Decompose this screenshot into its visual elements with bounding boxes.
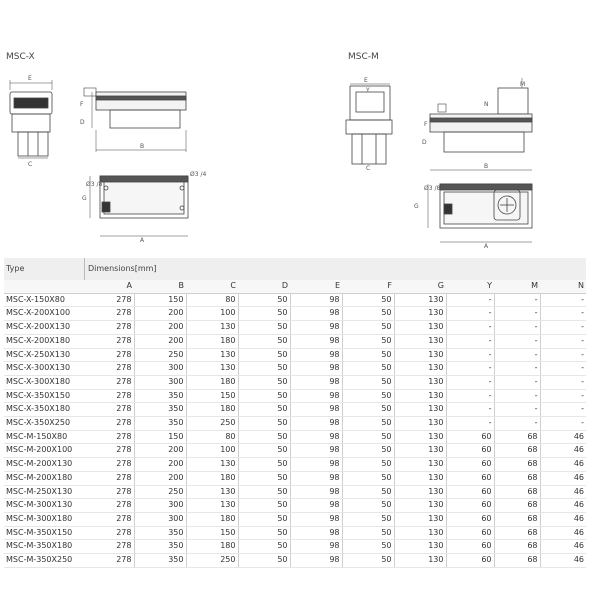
value-cell: 46 xyxy=(540,554,586,568)
value-cell: 278 xyxy=(82,458,134,472)
column-header-d: D xyxy=(238,280,290,293)
value-cell: 50 xyxy=(238,348,290,362)
value-cell: 50 xyxy=(342,293,394,307)
value-cell: 200 xyxy=(134,471,186,485)
table-row xyxy=(4,417,586,431)
value-cell: 68 xyxy=(494,485,540,499)
type-cell: MSC-M-200X100 xyxy=(4,444,82,458)
right-dim-g: G xyxy=(414,203,419,210)
value-cell: - xyxy=(494,375,540,389)
value-cell: - xyxy=(540,334,586,348)
value-cell: 300 xyxy=(134,362,186,376)
value-cell: - xyxy=(494,362,540,376)
value-cell: 250 xyxy=(186,417,238,431)
value-cell: 50 xyxy=(238,293,290,307)
type-cell: MSC-X-300X130 xyxy=(4,362,82,376)
value-cell: 50 xyxy=(342,458,394,472)
value-cell: 350 xyxy=(134,526,186,540)
value-cell: 80 xyxy=(186,293,238,307)
value-cell: 130 xyxy=(394,321,446,335)
type-cell: MSC-X-250X130 xyxy=(4,348,82,362)
column-header-f: F xyxy=(342,280,394,293)
type-cell: MSC-X-300X180 xyxy=(4,375,82,389)
value-cell: 50 xyxy=(238,499,290,513)
column-header-g: G xyxy=(394,280,446,293)
value-cell: 300 xyxy=(134,499,186,513)
left-hole-label-2: Ø3 /4 xyxy=(190,171,207,178)
table-body xyxy=(4,293,586,567)
value-cell: 60 xyxy=(446,512,494,526)
value-cell: 60 xyxy=(446,458,494,472)
value-cell: - xyxy=(446,307,494,321)
value-cell: 98 xyxy=(290,307,342,321)
type-cell: MSC-M-200X180 xyxy=(4,471,82,485)
value-cell: 46 xyxy=(540,444,586,458)
table-row xyxy=(4,348,586,362)
value-cell: - xyxy=(446,375,494,389)
value-cell: 68 xyxy=(494,430,540,444)
value-cell: 60 xyxy=(446,485,494,499)
value-cell: 50 xyxy=(342,540,394,554)
value-cell: 200 xyxy=(134,334,186,348)
value-cell: 50 xyxy=(238,389,290,403)
value-cell: 278 xyxy=(82,389,134,403)
value-cell: 98 xyxy=(290,293,342,307)
type-cell: MSC-M-200X130 xyxy=(4,458,82,472)
value-cell: 150 xyxy=(186,526,238,540)
table-header-band xyxy=(4,258,586,280)
value-cell: 50 xyxy=(342,554,394,568)
type-header: Type xyxy=(6,264,25,273)
type-cell: MSC-X-200X100 xyxy=(4,307,82,321)
right-dim-d: D xyxy=(422,139,427,146)
value-cell: 50 xyxy=(342,375,394,389)
table-row xyxy=(4,430,586,444)
type-cell: MSC-X-200X180 xyxy=(4,334,82,348)
value-cell: 68 xyxy=(494,554,540,568)
value-cell: - xyxy=(494,307,540,321)
value-cell: 350 xyxy=(134,554,186,568)
type-cell: MSC-X-150X80 xyxy=(4,293,82,307)
value-cell: 98 xyxy=(290,471,342,485)
value-cell: 50 xyxy=(342,417,394,431)
dimensions-header: Dimensions[mm] xyxy=(88,264,157,273)
value-cell: 50 xyxy=(238,471,290,485)
table-row xyxy=(4,471,586,485)
value-cell: - xyxy=(540,403,586,417)
table-row xyxy=(4,334,586,348)
value-cell: 278 xyxy=(82,526,134,540)
table-row xyxy=(4,499,586,513)
value-cell: 150 xyxy=(134,430,186,444)
value-cell: 50 xyxy=(238,307,290,321)
value-cell: 130 xyxy=(394,403,446,417)
value-cell: 130 xyxy=(394,375,446,389)
value-cell: 350 xyxy=(134,403,186,417)
value-cell: 278 xyxy=(82,307,134,321)
value-cell: 50 xyxy=(342,499,394,513)
column-header-a: A xyxy=(82,280,134,293)
left-dim-f: F xyxy=(80,101,84,108)
value-cell: 130 xyxy=(394,444,446,458)
msc-m-side-view xyxy=(430,78,532,170)
value-cell: 278 xyxy=(82,499,134,513)
value-cell: 278 xyxy=(82,375,134,389)
value-cell: 130 xyxy=(394,485,446,499)
value-cell: 50 xyxy=(238,485,290,499)
left-hole-label-1: Ø3 /8 xyxy=(86,181,103,188)
value-cell: 250 xyxy=(134,485,186,499)
value-cell: 180 xyxy=(186,375,238,389)
table-row xyxy=(4,554,586,568)
value-cell: 98 xyxy=(290,375,342,389)
value-cell: 68 xyxy=(494,444,540,458)
type-cell: MSC-M-350X180 xyxy=(4,540,82,554)
value-cell: 68 xyxy=(494,499,540,513)
value-cell: 278 xyxy=(82,334,134,348)
dimensions-grid xyxy=(4,280,586,568)
value-cell: 68 xyxy=(494,458,540,472)
value-cell: 278 xyxy=(82,362,134,376)
value-cell: 130 xyxy=(186,362,238,376)
value-cell: 50 xyxy=(238,334,290,348)
value-cell: 98 xyxy=(290,417,342,431)
right-dim-f: F xyxy=(424,121,428,128)
value-cell: 46 xyxy=(540,540,586,554)
table-row xyxy=(4,403,586,417)
value-cell: 68 xyxy=(494,526,540,540)
type-cell: MSC-M-300X180 xyxy=(4,512,82,526)
value-cell: 350 xyxy=(134,389,186,403)
value-cell: 98 xyxy=(290,321,342,335)
left-dim-d: D xyxy=(80,119,85,126)
table-row xyxy=(4,458,586,472)
value-cell: 278 xyxy=(82,293,134,307)
value-cell: 180 xyxy=(186,471,238,485)
right-dim-m: M xyxy=(520,81,526,88)
value-cell: 180 xyxy=(186,403,238,417)
value-cell: - xyxy=(446,321,494,335)
value-cell: 98 xyxy=(290,512,342,526)
value-cell: 130 xyxy=(394,526,446,540)
value-cell: 50 xyxy=(238,417,290,431)
value-cell: 50 xyxy=(238,526,290,540)
value-cell: 350 xyxy=(134,540,186,554)
value-cell: 278 xyxy=(82,348,134,362)
type-cell: MSC-M-350X250 xyxy=(4,554,82,568)
value-cell: 46 xyxy=(540,526,586,540)
right-dim-y: Y xyxy=(366,87,370,94)
column-header-row xyxy=(4,280,586,293)
table-row xyxy=(4,485,586,499)
value-cell: 50 xyxy=(342,334,394,348)
value-cell: 278 xyxy=(82,471,134,485)
type-cell: MSC-X-200X130 xyxy=(4,321,82,335)
value-cell: 278 xyxy=(82,321,134,335)
type-cell: MSC-M-350X150 xyxy=(4,526,82,540)
value-cell: 50 xyxy=(342,512,394,526)
value-cell: - xyxy=(446,293,494,307)
value-cell: 98 xyxy=(290,403,342,417)
value-cell: - xyxy=(540,321,586,335)
column-header-b: B xyxy=(134,280,186,293)
value-cell: 130 xyxy=(394,471,446,485)
value-cell: - xyxy=(446,403,494,417)
value-cell: - xyxy=(446,348,494,362)
value-cell: 50 xyxy=(238,321,290,335)
value-cell: 130 xyxy=(186,348,238,362)
value-cell: 130 xyxy=(394,540,446,554)
type-cell: MSC-M-300X130 xyxy=(4,499,82,513)
type-cell: MSC-X-350X180 xyxy=(4,403,82,417)
value-cell: 200 xyxy=(134,321,186,335)
value-cell: - xyxy=(494,389,540,403)
value-cell: 200 xyxy=(134,307,186,321)
technical-drawings xyxy=(0,0,600,258)
value-cell: 46 xyxy=(540,430,586,444)
msc-x-side-view xyxy=(84,88,186,152)
type-cell: MSC-X-350X250 xyxy=(4,417,82,431)
value-cell: 130 xyxy=(394,417,446,431)
value-cell: 300 xyxy=(134,512,186,526)
msc-m-top-view xyxy=(428,184,532,242)
value-cell: 50 xyxy=(238,375,290,389)
value-cell: 250 xyxy=(186,554,238,568)
value-cell: 50 xyxy=(342,348,394,362)
value-cell: 98 xyxy=(290,485,342,499)
value-cell: 130 xyxy=(394,389,446,403)
value-cell: 50 xyxy=(342,485,394,499)
column-header-n: N xyxy=(540,280,586,293)
value-cell: 278 xyxy=(82,554,134,568)
table-row xyxy=(4,389,586,403)
value-cell: 278 xyxy=(82,417,134,431)
value-cell: 46 xyxy=(540,512,586,526)
value-cell: 250 xyxy=(134,348,186,362)
value-cell: 50 xyxy=(238,403,290,417)
value-cell: 150 xyxy=(134,293,186,307)
left-dim-b: B xyxy=(140,143,145,150)
value-cell: 278 xyxy=(82,444,134,458)
right-dim-a: A xyxy=(484,243,489,250)
value-cell: 200 xyxy=(134,458,186,472)
type-cell: MSC-M-150X80 xyxy=(4,430,82,444)
value-cell: 130 xyxy=(394,430,446,444)
value-cell: 60 xyxy=(446,554,494,568)
value-cell: 50 xyxy=(342,321,394,335)
table-row xyxy=(4,444,586,458)
value-cell: 98 xyxy=(290,526,342,540)
value-cell: 50 xyxy=(238,554,290,568)
value-cell: - xyxy=(540,307,586,321)
value-cell: 98 xyxy=(290,334,342,348)
value-cell: 68 xyxy=(494,471,540,485)
column-header-m: M xyxy=(494,280,540,293)
value-cell: 50 xyxy=(342,430,394,444)
right-dim-n: N xyxy=(484,101,489,108)
value-cell: 98 xyxy=(290,348,342,362)
value-cell: 50 xyxy=(342,526,394,540)
type-cell: MSC-X-350X150 xyxy=(4,389,82,403)
left-dim-a: A xyxy=(140,237,145,244)
value-cell: - xyxy=(494,403,540,417)
value-cell: 180 xyxy=(186,512,238,526)
value-cell: 46 xyxy=(540,471,586,485)
value-cell: 98 xyxy=(290,362,342,376)
table-row xyxy=(4,307,586,321)
value-cell: - xyxy=(540,362,586,376)
value-cell: 98 xyxy=(290,540,342,554)
value-cell: 278 xyxy=(82,540,134,554)
column-header-y: Y xyxy=(446,280,494,293)
value-cell: 60 xyxy=(446,471,494,485)
left-dim-c: C xyxy=(28,161,33,168)
value-cell: - xyxy=(494,321,540,335)
table-row xyxy=(4,293,586,307)
value-cell: - xyxy=(540,348,586,362)
value-cell: 130 xyxy=(394,554,446,568)
value-cell: 50 xyxy=(342,307,394,321)
column-header-c: C xyxy=(186,280,238,293)
value-cell: 50 xyxy=(238,512,290,526)
value-cell: 130 xyxy=(394,512,446,526)
value-cell: 46 xyxy=(540,499,586,513)
value-cell: 98 xyxy=(290,458,342,472)
value-cell: 100 xyxy=(186,444,238,458)
value-cell: - xyxy=(446,334,494,348)
value-cell: 130 xyxy=(394,362,446,376)
type-cell: MSC-M-250X130 xyxy=(4,485,82,499)
table-row xyxy=(4,526,586,540)
value-cell: 278 xyxy=(82,512,134,526)
value-cell: - xyxy=(446,389,494,403)
value-cell: 98 xyxy=(290,444,342,458)
value-cell: 278 xyxy=(82,485,134,499)
value-cell: 60 xyxy=(446,540,494,554)
value-cell: 98 xyxy=(290,499,342,513)
value-cell: - xyxy=(446,417,494,431)
dimensions-table xyxy=(4,258,586,568)
value-cell: 150 xyxy=(186,389,238,403)
value-cell: 50 xyxy=(238,362,290,376)
right-dim-c: C xyxy=(366,165,371,172)
value-cell: 50 xyxy=(342,444,394,458)
column-header-e: E xyxy=(290,280,342,293)
value-cell: 50 xyxy=(238,430,290,444)
value-cell: 200 xyxy=(134,444,186,458)
value-cell: 278 xyxy=(82,430,134,444)
value-cell: 130 xyxy=(394,499,446,513)
value-cell: 100 xyxy=(186,307,238,321)
value-cell: 98 xyxy=(290,554,342,568)
value-cell: 68 xyxy=(494,512,540,526)
value-cell: 130 xyxy=(394,334,446,348)
table-row xyxy=(4,362,586,376)
right-dim-e: E xyxy=(364,77,368,84)
value-cell: 50 xyxy=(342,403,394,417)
value-cell: 350 xyxy=(134,417,186,431)
value-cell: 130 xyxy=(186,458,238,472)
value-cell: 130 xyxy=(186,321,238,335)
msc-m-front-view xyxy=(346,84,392,164)
column-header-blank xyxy=(4,280,82,293)
value-cell: 98 xyxy=(290,430,342,444)
value-cell: - xyxy=(494,334,540,348)
value-cell: - xyxy=(540,389,586,403)
left-dim-g: G xyxy=(82,195,87,202)
msc-x-title: MSC-X xyxy=(6,52,35,62)
value-cell: 46 xyxy=(540,458,586,472)
value-cell: - xyxy=(494,293,540,307)
msc-x-front-view xyxy=(10,80,52,158)
msc-x-top-view xyxy=(90,176,188,236)
value-cell: 130 xyxy=(394,307,446,321)
value-cell: 50 xyxy=(342,389,394,403)
right-dim-b: B xyxy=(484,163,489,170)
value-cell: 130 xyxy=(186,485,238,499)
value-cell: 80 xyxy=(186,430,238,444)
value-cell: 60 xyxy=(446,526,494,540)
value-cell: 130 xyxy=(394,293,446,307)
value-cell: - xyxy=(540,417,586,431)
value-cell: 130 xyxy=(394,458,446,472)
left-dim-e: E xyxy=(28,75,32,82)
value-cell: 50 xyxy=(238,444,290,458)
value-cell: - xyxy=(540,375,586,389)
table-row xyxy=(4,321,586,335)
value-cell: 50 xyxy=(238,458,290,472)
value-cell: - xyxy=(494,348,540,362)
value-cell: 50 xyxy=(342,471,394,485)
value-cell: 130 xyxy=(394,348,446,362)
value-cell: 60 xyxy=(446,499,494,513)
value-cell: 68 xyxy=(494,540,540,554)
value-cell: 50 xyxy=(342,362,394,376)
value-cell: - xyxy=(494,417,540,431)
right-hole-label: Ø3 /8 xyxy=(424,185,441,192)
value-cell: - xyxy=(446,362,494,376)
table-row xyxy=(4,375,586,389)
value-cell: 278 xyxy=(82,403,134,417)
msc-m-title: MSC-M xyxy=(348,52,379,62)
table-row xyxy=(4,512,586,526)
value-cell: 60 xyxy=(446,444,494,458)
value-cell: 180 xyxy=(186,540,238,554)
value-cell: - xyxy=(540,293,586,307)
table-row xyxy=(4,540,586,554)
value-cell: 180 xyxy=(186,334,238,348)
value-cell: 46 xyxy=(540,485,586,499)
value-cell: 300 xyxy=(134,375,186,389)
value-cell: 60 xyxy=(446,430,494,444)
value-cell: 50 xyxy=(238,540,290,554)
header-divider xyxy=(84,258,85,280)
value-cell: 98 xyxy=(290,389,342,403)
value-cell: 130 xyxy=(186,499,238,513)
